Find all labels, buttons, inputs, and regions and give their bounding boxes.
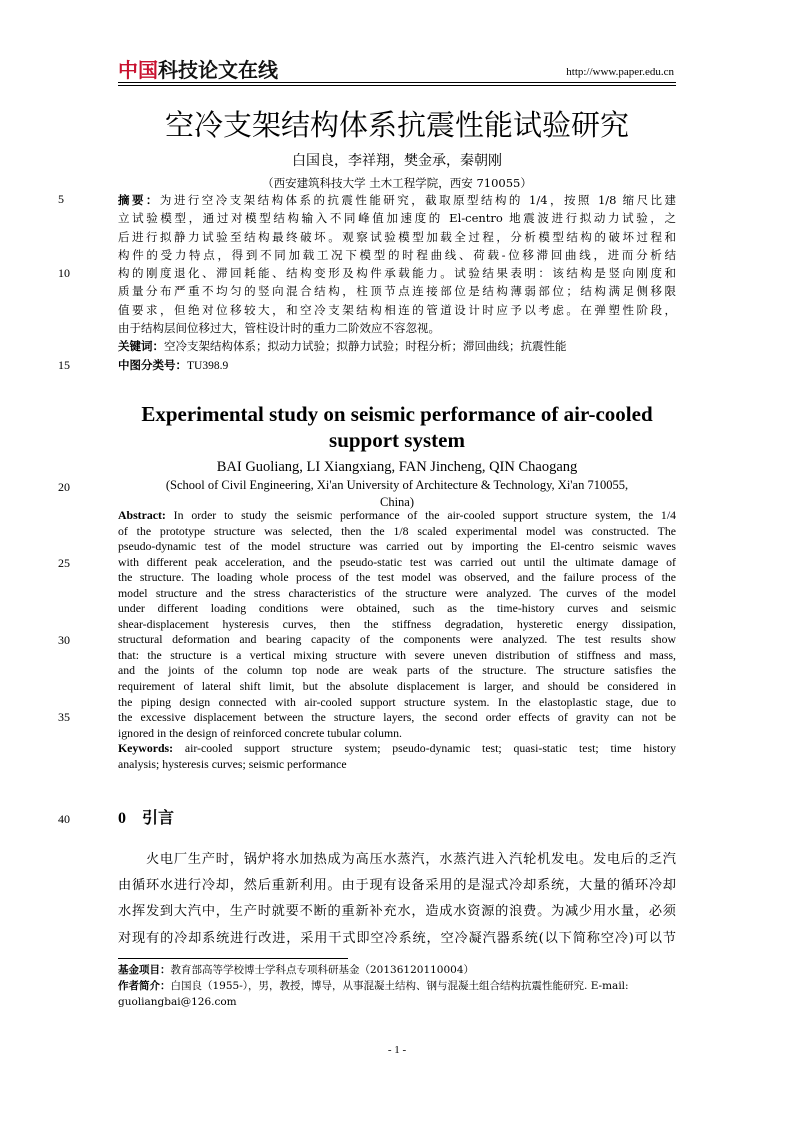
abstract-en-line: pseudo-dynamic test of the model structure was carried out by importing the El-centro seismic waves	[118, 539, 676, 554]
logo-black-text: 科技论文在线	[158, 58, 278, 82]
affiliation-cn: （西安建筑科技大学 土木工程学院，西安 710055）	[262, 176, 532, 190]
clc-number	[118, 356, 676, 375]
keywords-en-line: analysis; hysteresis curves; seismic performance	[118, 756, 347, 771]
abstract-cn-line: 构的刚度退化、滞回耗能、结构变形及构件承载能力。试验结果表明：该结构是竖向刚度和	[118, 266, 676, 281]
logo-red-text: 中国	[118, 58, 158, 82]
paper-title-cn: 空冷支架结构体系抗震性能试验研究	[164, 108, 629, 142]
affiliation-en	[118, 477, 676, 511]
keywords-cn	[118, 337, 676, 355]
journal-logo	[118, 58, 278, 82]
section-title: 引言	[142, 808, 175, 827]
line-number: 25	[58, 556, 70, 570]
affiliation-en-line2: China)	[379, 495, 415, 509]
keywords-en: Keywords: air-cooled support structure system; pseudo-dynamic test; quasi-static test; time history	[118, 741, 676, 756]
paper-title-en-line1: Experimental study on seismic performance of air-cooled	[141, 402, 653, 426]
abstract-cn-line: 由于结构层间位移过大，管柱设计时的重力二阶效应不容忽视。	[118, 321, 440, 336]
keywords-en-label: Keywords:	[118, 741, 174, 756]
body-line: 对现有的冷却系统进行改进，采用干式即空冷系统，空冷凝汽器系统(以下简称空冷)可以节	[118, 930, 676, 946]
abstract-en-line: the structure. The loading whole process of the test model was observed, and the failure process of the	[118, 570, 676, 585]
paper-title-en-line2: support system	[329, 428, 465, 452]
abstract-cn-line: 值要求，但绝对位移较大，和空冷支架结构相连的管道设计时应予以考虑。在弹塑性阶段，	[118, 302, 676, 317]
footnotes	[118, 962, 676, 1010]
author-note	[118, 978, 676, 994]
section-heading	[118, 805, 174, 828]
line-number: 15	[58, 358, 70, 372]
author-label: 作者简介：	[118, 980, 171, 992]
body-line: 水挥发到大汽中，生产时就要不断的重新补充水，造成水资源的浪费。为减少用水量，必须	[118, 904, 676, 920]
body-text	[118, 847, 676, 952]
abstract-cn-line: 质量分布严重不均匀的竖向混合结构，柱顶节点连接部位是结构薄弱部位；结构满足侧移限	[118, 284, 676, 299]
fund-note	[118, 962, 676, 978]
abstract-en-line: shear-displacement hysteresis curves, then the stiffness degradation, hysteretic energy dissipation,	[118, 616, 676, 631]
paper-title-en	[118, 401, 676, 453]
header-url[interactable]: http://www.paper.edu.cn	[566, 66, 674, 78]
abstract-cn-line: 后进行拟静力试验至结构最终破坏。观察试验模型加载全过程，分析模型结构的破坏过程和	[118, 229, 676, 244]
abstract-en-line: under different loading conditions were obtained, such as the time-history curves and seismic	[118, 601, 676, 616]
abstract-cn	[118, 191, 676, 375]
fund-label: 基金项目：	[118, 964, 171, 976]
header-rule-bottom	[118, 85, 676, 86]
keywords-cn-text: 空冷支架结构体系；拟动力试验；拟静力试验；时程分析；滞回曲线；抗震性能	[164, 339, 567, 354]
abstract-en-line: requirement of lateral shift limit, but the absolute displacement is larger, and should be considered in	[118, 679, 676, 694]
abstract-en-line: structural deformation and bearing capacity of the components were analyzed. The test results show	[118, 632, 676, 647]
author-email[interactable]: guoliangbai@126.com	[118, 996, 237, 1008]
abstract-en-line: ignored in the design of reinforced concrete tubular column.	[118, 725, 403, 740]
clc-text: TU398.9	[187, 359, 229, 372]
line-number: 30	[58, 633, 70, 647]
line-number: 10	[58, 266, 70, 280]
author-text: 白国良（1955-），男，教授，博导，从事混凝土结构、钢与混凝土组合结构抗震性能研究. E-mail:	[170, 980, 629, 992]
line-number: 40	[58, 812, 70, 826]
section-number: 0	[118, 810, 126, 827]
abstract-cn-line: 摘要：为进行空冷支架结构体系的抗震性能研究，截取原型结构的 1/4，按照 1/8 缩尺比建	[118, 193, 676, 207]
abstract-en-line: the piping design connected with air-cooled support structure system. In the elastoplastic stage, due to	[118, 694, 676, 709]
abstract-en-label: Abstract:	[118, 508, 166, 522]
abstract-cn-line: 构件的受力特点，得到不同加载工况下模型的时程曲线、荷载-位移滞回曲线，进而分析结	[118, 247, 676, 262]
line-number: 5	[58, 192, 64, 206]
footnote-rule	[118, 958, 348, 959]
page-number: - 1 -	[387, 1044, 407, 1056]
abstract-en-line: that: the structure is a vertical mixing structure with severe uneven distribution of stiffness and mass,	[118, 647, 676, 662]
abstract-en-line: model structure and the stress characteristics of the structure were analyzed. The curves of the model	[118, 585, 676, 600]
authors-en: BAI Guoliang, LI Xiangxiang, FAN Jincheng, QIN Chaogang	[216, 459, 578, 475]
affiliation-en-line1: (School of Civil Engineering, Xi'an University of Architecture & Technology, Xi'an 710055,	[165, 478, 629, 492]
abstract-en-line: and the joints of the column top node are weak parts of the structure. The structure satisfies the	[118, 663, 676, 678]
abstract-cn-label: 摘要：	[118, 193, 160, 207]
body-line: 火电厂生产时，锅炉将水加热成为高压水蒸汽，水蒸汽进入汽轮机发电。发电后的乏汽	[118, 852, 676, 867]
clc-label: 中图分类号：	[118, 357, 187, 372]
abstract-en	[118, 508, 676, 772]
line-number: 35	[58, 710, 70, 724]
abstract-en-line: with different peak acceleration, and the pseudo-static test was carried out until the ultimate damage of	[118, 554, 676, 569]
abstract-en-line: Abstract: In order to study the seismic performance of the air-cooled support structure system, the 1/4	[118, 508, 676, 522]
body-line: 由循环水进行冷却，然后重新利用。由于现有设备采用的是湿式冷却系统，大量的循环冷却	[118, 878, 676, 894]
abstract-en-line: the excessive displacement between the structure layers, the second order effects of gravity can not be	[118, 710, 676, 725]
keywords-cn-label: 关键词：	[118, 339, 164, 354]
line-number: 20	[58, 480, 70, 494]
fund-text: 教育部高等学校博士学科点专项科研基金（20136120110004）	[170, 964, 475, 976]
header-rule-top	[118, 82, 676, 83]
abstract-en-line: of the prototype structure was selected, then the 1/8 scaled experimental model was constructed. The	[118, 523, 676, 538]
abstract-cn-line: 立试验模型，通过对模型结构输入不同峰值加速度的 El-centro 地震波进行拟动力试验，之	[118, 211, 676, 226]
authors-cn: 白国良，李祥翔，樊金承，秦朝刚	[292, 153, 502, 169]
